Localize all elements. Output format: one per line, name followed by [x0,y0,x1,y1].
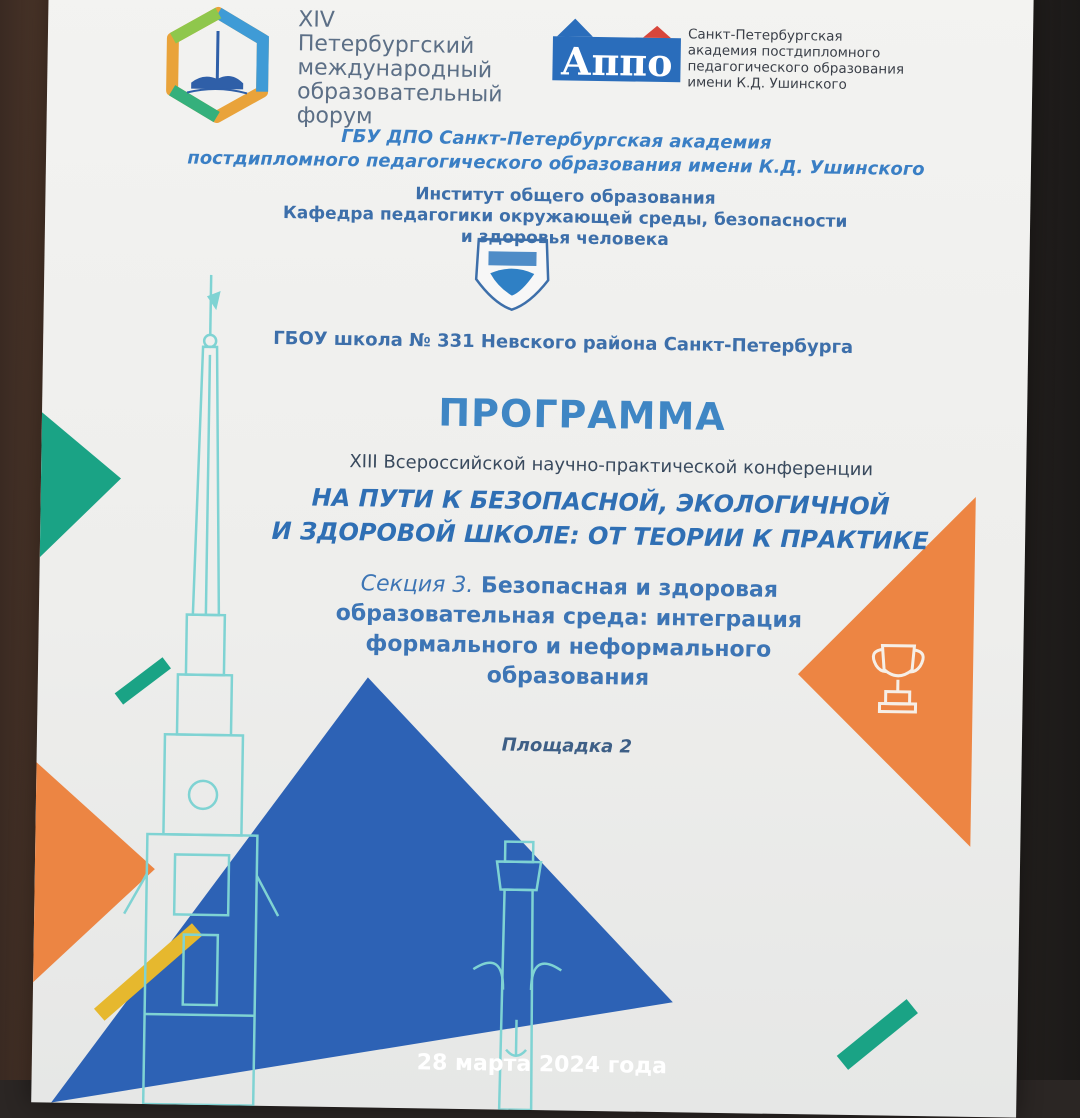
organizer-line: постдипломного педагогического образования имени К.Д. Ушинского [146,146,966,183]
appo-description-line: академия постдипломного [688,42,928,62]
appo-logo-icon [552,18,681,85]
forum-title-line: XIV Петербургский [298,8,519,59]
theme-line: И ЗДОРОВОЙ ШКОЛЕ: ОТ ТЕОРИИ К ПРАКТИКЕ [220,513,980,559]
theme-line: НА ПУТИ К БЕЗОПАСНОЙ, ЭКОЛОГИЧНОЙ [220,479,980,525]
venue-label: Площадка 2 [417,733,717,759]
appo-description-line: имени К.Д. Ушинского [687,74,927,94]
conference-subtitle: XIII Всероссийской научно-практической конференции [221,449,1001,482]
program-brochure [31,0,1034,1118]
teal-bar-left [115,657,171,704]
appo-description [687,26,928,94]
appo-logo-text: Аппо [560,38,673,85]
school-name: ГБОУ школа № 331 Невского района Санкт-Петербурга [163,326,963,360]
appo-description-line: педагогического образования [687,58,927,78]
forum-title-line: форум [297,104,517,131]
forum-title [297,8,519,131]
section-line-text: Безопасная и здоровая [481,573,778,603]
program-heading: ПРОГРАММА [282,388,883,441]
event-date: 28 марта 2024 года [322,1049,762,1081]
section-label: Секция 3. [360,571,473,598]
institute-line: и здоровья человека [225,223,905,255]
institute-line: Институт общего образования [225,181,905,213]
forum-logo-icon [172,12,264,117]
forum-title-line: образовательный [297,80,517,107]
institute-block [225,181,906,255]
forum-title-line: международный [297,56,517,83]
section-title [288,568,850,697]
appo-description-line: Санкт-Петербургская [688,26,928,46]
section-line: формального и неформального [288,628,848,667]
teal-triangle-left [40,412,122,558]
teal-bar-right [837,999,918,1070]
conference-theme [220,479,981,559]
organizer-line: ГБУ ДПО Санкт-Петербургская академия [146,122,966,159]
section-line: образовательная среда: интеграция [289,598,849,637]
institute-line: Кафедра педагогики окружающей среды, безопасности [225,202,905,234]
school-emblem-icon [476,239,549,310]
section-line: образования [288,658,848,697]
orange-triangle-left [33,762,156,984]
